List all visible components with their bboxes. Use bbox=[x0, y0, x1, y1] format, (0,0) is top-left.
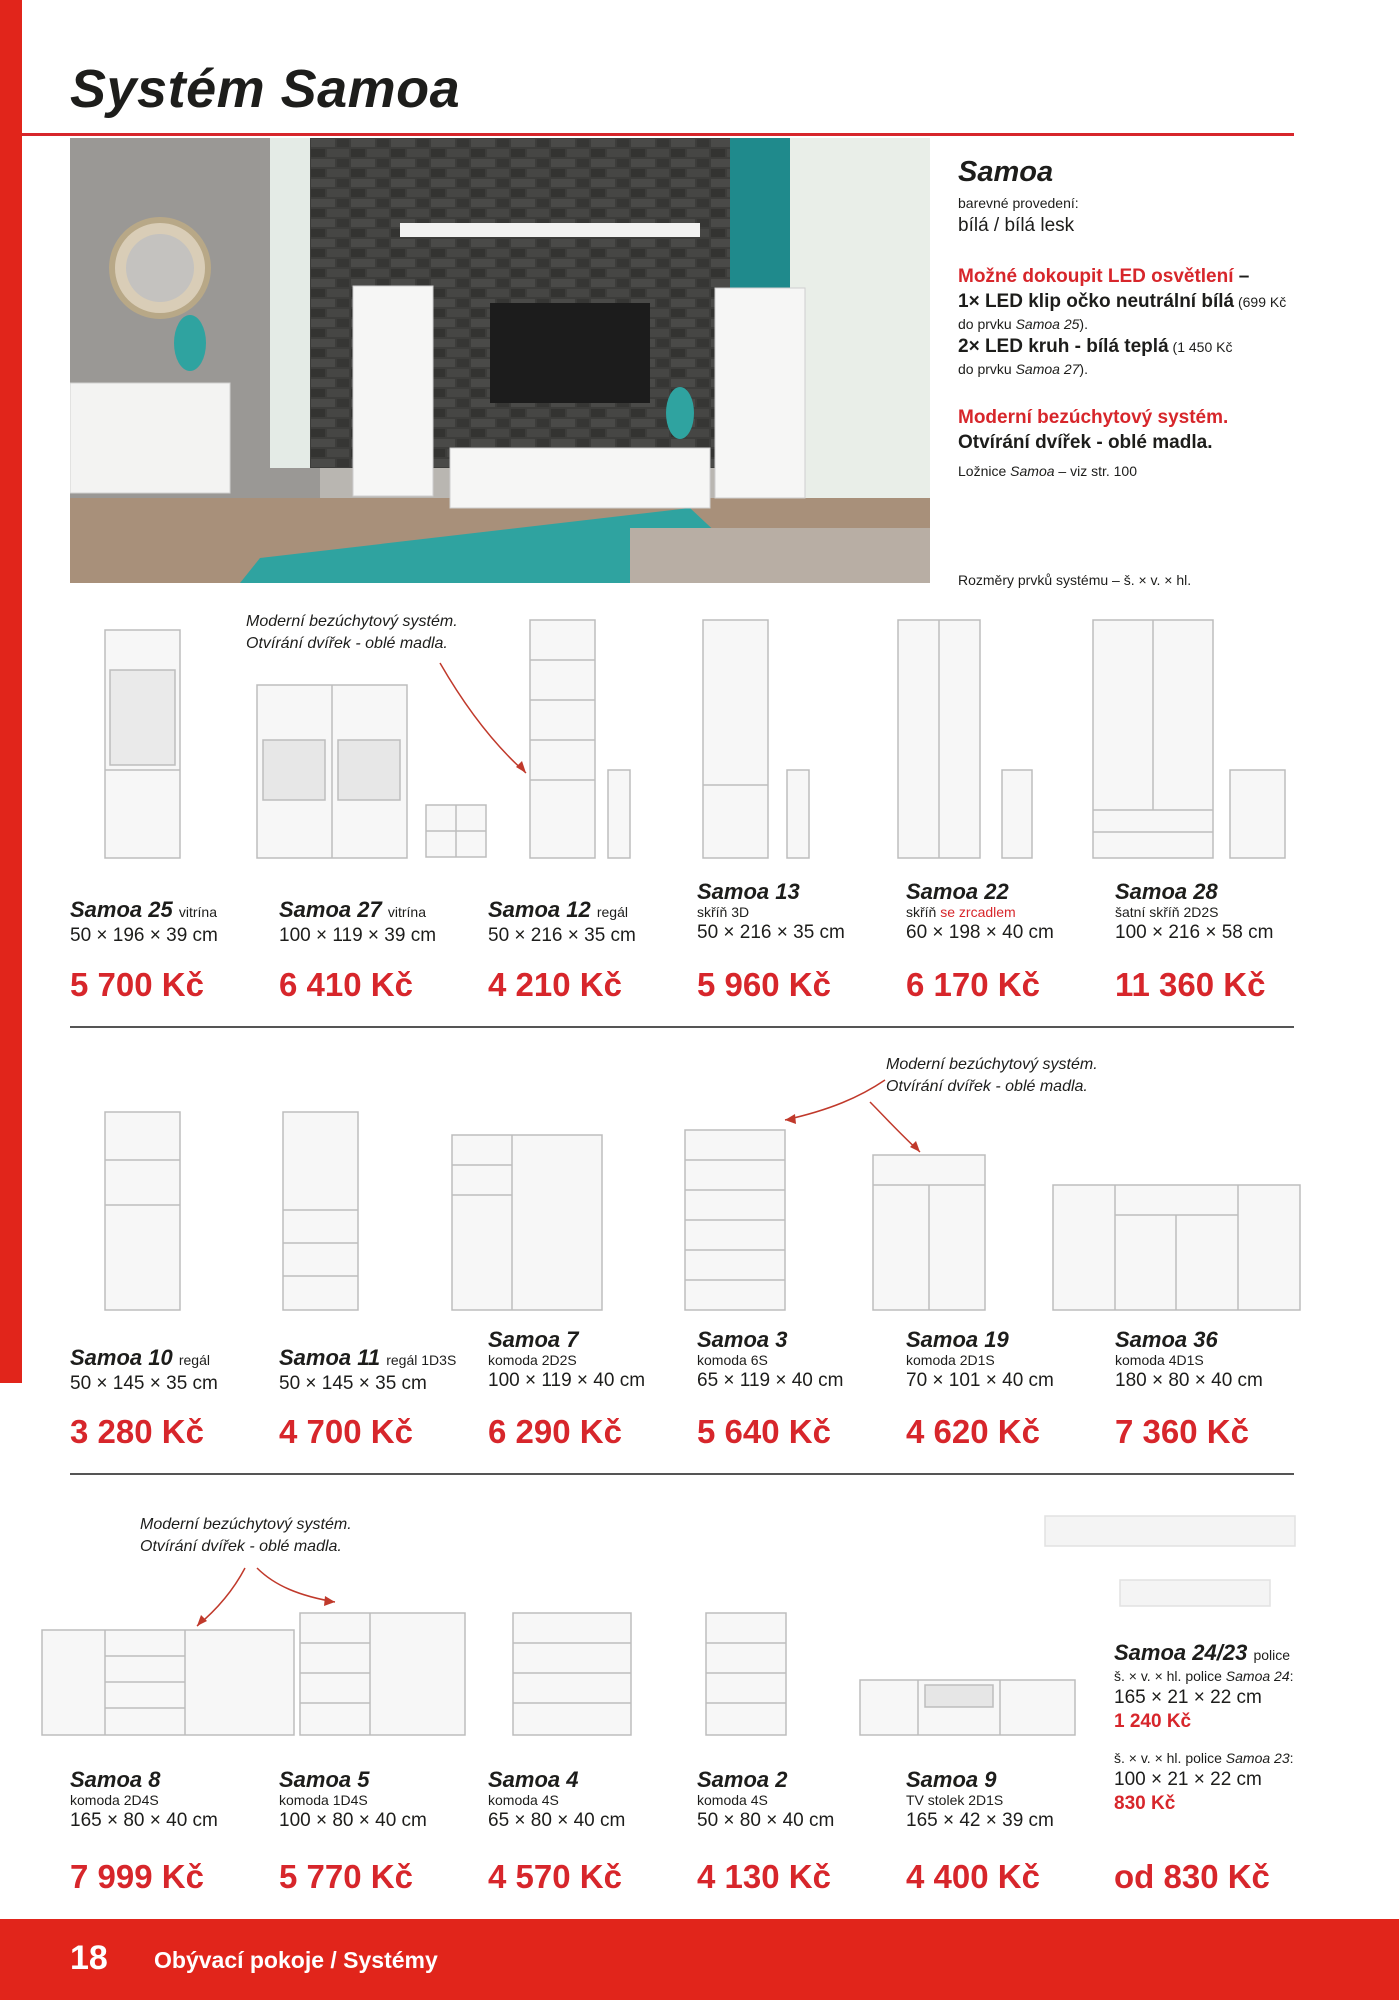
product-type: komoda 1D4S bbox=[279, 1792, 368, 1808]
row-divider-1 bbox=[70, 1026, 1294, 1028]
product-type: komoda 4S bbox=[488, 1792, 559, 1808]
product-type: vitrína bbox=[178, 904, 217, 920]
product-samoa-22 bbox=[906, 880, 1111, 945]
product-type: police bbox=[1253, 1647, 1291, 1663]
shelf-23-dims: 100 × 21 × 22 cm bbox=[1114, 1769, 1262, 1790]
product-name: Samoa 8 bbox=[70, 1767, 161, 1792]
shelf-24-note: š. × v. × hl. police bbox=[1114, 1668, 1226, 1684]
callout-3 bbox=[140, 1514, 352, 1558]
product-type: TV stolek 2D1S bbox=[906, 1792, 1004, 1808]
shelf-24-dims: 165 × 21 × 22 cm bbox=[1114, 1687, 1262, 1708]
product-dims: 50 × 145 × 35 cm bbox=[70, 1373, 218, 1394]
led-option-1-model: Samoa 25 bbox=[1015, 316, 1080, 332]
row-divider-2 bbox=[70, 1473, 1294, 1475]
product-type: vitrína bbox=[387, 904, 426, 920]
product-name: Samoa 7 bbox=[488, 1327, 579, 1352]
product-dims: 65 × 119 × 40 cm bbox=[697, 1370, 844, 1391]
product-samoa-4 bbox=[488, 1768, 693, 1833]
led-option-2-note-end: ). bbox=[1079, 361, 1088, 377]
price-samoa-25: 5 700 Kč bbox=[70, 966, 204, 1003]
led-option-2-note: do prvku bbox=[958, 361, 1016, 377]
product-samoa-19 bbox=[906, 1328, 1111, 1393]
product-name: Samoa 27 bbox=[279, 897, 382, 922]
hero-room-photo bbox=[70, 138, 930, 583]
shelf-23-note-end: : bbox=[1289, 1750, 1294, 1766]
page-title: Systém Samoa bbox=[70, 59, 461, 119]
callout-2-arrows bbox=[770, 1072, 930, 1162]
product-dims: 50 × 196 × 39 cm bbox=[70, 925, 218, 946]
callout-3-arrows bbox=[185, 1562, 345, 1632]
product-type: komoda 4S bbox=[697, 1792, 768, 1808]
price-samoa-36: 7 360 Kč bbox=[1115, 1413, 1249, 1450]
product-samoa-28 bbox=[1115, 880, 1320, 945]
product-name: Samoa 11 bbox=[279, 1345, 381, 1370]
product-dims: 100 × 216 × 58 cm bbox=[1115, 922, 1274, 943]
price-samoa-28: 11 360 Kč bbox=[1115, 966, 1266, 1003]
dimensions-note: Rozměry prvků systému – š. × v. × hl. bbox=[958, 572, 1192, 588]
price-samoa-12: 4 210 Kč bbox=[488, 966, 622, 1003]
product-samoa-8 bbox=[70, 1768, 275, 1833]
price-samoa-5: 5 770 Kč bbox=[279, 1858, 413, 1895]
product-samoa-12 bbox=[488, 898, 693, 948]
product-type: regál bbox=[596, 904, 628, 920]
callout-3-line2: Otvírání dvířek - oblé madla. bbox=[140, 1538, 342, 1555]
system-feature: Otvírání dvířek - oblé madla. bbox=[958, 432, 1213, 453]
footer-bar bbox=[0, 1919, 1399, 2000]
price-samoa-10: 3 280 Kč bbox=[70, 1413, 204, 1450]
product-dims: 60 × 198 × 40 cm bbox=[906, 922, 1054, 943]
led-title: Možné dokoupit LED osvětlení bbox=[958, 266, 1234, 287]
product-samoa-24-23 bbox=[1114, 1640, 1314, 1816]
product-dims: 180 × 80 × 40 cm bbox=[1115, 1370, 1263, 1391]
product-type: skříň bbox=[906, 904, 941, 920]
led-option-2: 2× LED kruh - bílá teplá bbox=[958, 336, 1169, 357]
price-samoa-22: 6 170 Kč bbox=[906, 966, 1040, 1003]
color-label: barevné provedení: bbox=[958, 195, 1079, 211]
product-samoa-7 bbox=[488, 1328, 693, 1393]
page-number: 18 bbox=[70, 1939, 108, 1977]
product-name: Samoa 9 bbox=[906, 1767, 997, 1792]
product-name: Samoa 3 bbox=[697, 1327, 788, 1352]
product-name: Samoa 28 bbox=[1115, 879, 1218, 904]
shelf-23-model: Samoa 23 bbox=[1225, 1750, 1290, 1766]
row2-illustrations bbox=[60, 1100, 1310, 1315]
product-name: Samoa 25 bbox=[70, 897, 173, 922]
system-info bbox=[958, 156, 1298, 588]
product-type: regál 1D3S bbox=[386, 1352, 457, 1368]
product-name: Samoa 19 bbox=[906, 1327, 1009, 1352]
price-samoa-19: 4 620 Kč bbox=[906, 1413, 1040, 1450]
price-samoa-9: 4 400 Kč bbox=[906, 1858, 1040, 1895]
product-samoa-9 bbox=[906, 1768, 1111, 1833]
product-name: Samoa 13 bbox=[697, 879, 800, 904]
shelf-24-model: Samoa 24 bbox=[1225, 1668, 1290, 1684]
led-dash: – bbox=[1233, 266, 1250, 287]
product-samoa-11 bbox=[279, 1346, 484, 1396]
callout-2-line1: Moderní bezúchytový systém. bbox=[886, 1056, 1098, 1073]
price-samoa-8: 7 999 Kč bbox=[70, 1858, 204, 1895]
product-dims: 65 × 80 × 40 cm bbox=[488, 1810, 626, 1831]
price-samoa-24-23: od 830 Kč bbox=[1114, 1858, 1270, 1895]
shelf-24-note-end: : bbox=[1289, 1668, 1294, 1684]
price-samoa-27: 6 410 Kč bbox=[279, 966, 413, 1003]
callout-1-line2: Otvírání dvířek - oblé madla. bbox=[246, 635, 448, 652]
callout-2-line2: Otvírání dvířek - oblé madla. bbox=[886, 1078, 1088, 1095]
bedroom-model: Samoa bbox=[1010, 463, 1055, 479]
led-option-2-model: Samoa 27 bbox=[1015, 361, 1080, 377]
product-dims: 165 × 80 × 40 cm bbox=[70, 1810, 218, 1831]
led-option-1-note-end: ). bbox=[1079, 316, 1088, 332]
product-dims: 100 × 119 × 40 cm bbox=[488, 1370, 646, 1391]
product-dims: 50 × 145 × 35 cm bbox=[279, 1373, 427, 1394]
shelf-24-price: 1 240 Kč bbox=[1114, 1711, 1192, 1732]
callout-1 bbox=[246, 611, 458, 655]
product-type: regál bbox=[178, 1352, 210, 1368]
system-name: Samoa bbox=[958, 156, 1054, 188]
product-name: Samoa 2 bbox=[697, 1767, 788, 1792]
product-name: Samoa 22 bbox=[906, 879, 1009, 904]
product-name: Samoa 36 bbox=[1115, 1327, 1218, 1352]
product-type: komoda 2D1S bbox=[906, 1352, 995, 1368]
product-type: komoda 4D1S bbox=[1115, 1352, 1204, 1368]
section-title: Obývací pokoje / Systémy bbox=[154, 1947, 438, 1973]
product-dims: 165 × 42 × 39 cm bbox=[906, 1810, 1054, 1831]
shelf-23-note: š. × v. × hl. police bbox=[1114, 1750, 1226, 1766]
callout-1-arrow bbox=[430, 655, 540, 785]
product-samoa-5 bbox=[279, 1768, 484, 1833]
price-samoa-13: 5 960 Kč bbox=[697, 966, 831, 1003]
product-samoa-36 bbox=[1115, 1328, 1320, 1393]
product-type: komoda 2D2S bbox=[488, 1352, 577, 1368]
led-option-1-note: do prvku bbox=[958, 316, 1016, 332]
product-dims: 50 × 80 × 40 cm bbox=[697, 1810, 835, 1831]
title-rule bbox=[22, 133, 1294, 136]
shelf-23-price: 830 Kč bbox=[1114, 1793, 1176, 1814]
product-samoa-13 bbox=[697, 880, 902, 945]
color-value: bílá / bílá lesk bbox=[958, 215, 1075, 236]
product-dims: 50 × 216 × 35 cm bbox=[488, 925, 636, 946]
price-samoa-7: 6 290 Kč bbox=[488, 1413, 622, 1450]
bedroom-ref-end: – viz str. 100 bbox=[1054, 463, 1137, 479]
led-option-1-price: (699 Kč bbox=[1234, 294, 1287, 310]
bedroom-ref: Ložnice bbox=[958, 463, 1011, 479]
product-name: Samoa 24/23 bbox=[1114, 1640, 1248, 1665]
product-name: Samoa 12 bbox=[488, 897, 591, 922]
callout-3-line1: Moderní bezúchytový systém. bbox=[140, 1516, 352, 1533]
product-samoa-2 bbox=[697, 1768, 902, 1833]
product-samoa-27 bbox=[279, 898, 484, 948]
product-type: šatní skříň 2D2S bbox=[1115, 904, 1219, 920]
led-option-2-price: (1 450 Kč bbox=[1168, 339, 1233, 355]
product-samoa-3 bbox=[697, 1328, 902, 1393]
product-dims: 70 × 101 × 40 cm bbox=[906, 1370, 1054, 1391]
product-name: Samoa 4 bbox=[488, 1767, 579, 1792]
product-type: skříň 3D bbox=[697, 904, 750, 920]
product-samoa-25 bbox=[70, 898, 275, 948]
price-samoa-11: 4 700 Kč bbox=[279, 1413, 413, 1450]
product-dims: 100 × 80 × 40 cm bbox=[279, 1810, 427, 1831]
callout-1-line1: Moderní bezúchytový systém. bbox=[246, 613, 458, 630]
product-type: komoda 6S bbox=[697, 1352, 768, 1368]
product-dims: 50 × 216 × 35 cm bbox=[697, 922, 845, 943]
system-feature-red: Moderní bezúchytový systém. bbox=[958, 407, 1229, 428]
product-samoa-10 bbox=[70, 1346, 275, 1396]
product-name: Samoa 10 bbox=[70, 1345, 173, 1370]
left-accent-bar bbox=[0, 0, 22, 1383]
product-type-highlight: se zrcadlem bbox=[940, 904, 1016, 920]
led-option-1: 1× LED klip očko neutrální bílá bbox=[958, 291, 1235, 312]
product-name: Samoa 5 bbox=[279, 1767, 370, 1792]
product-type: komoda 2D4S bbox=[70, 1792, 159, 1808]
price-samoa-3: 5 640 Kč bbox=[697, 1413, 831, 1450]
price-samoa-4: 4 570 Kč bbox=[488, 1858, 622, 1895]
price-samoa-2: 4 130 Kč bbox=[697, 1858, 831, 1895]
product-dims: 100 × 119 × 39 cm bbox=[279, 925, 437, 946]
